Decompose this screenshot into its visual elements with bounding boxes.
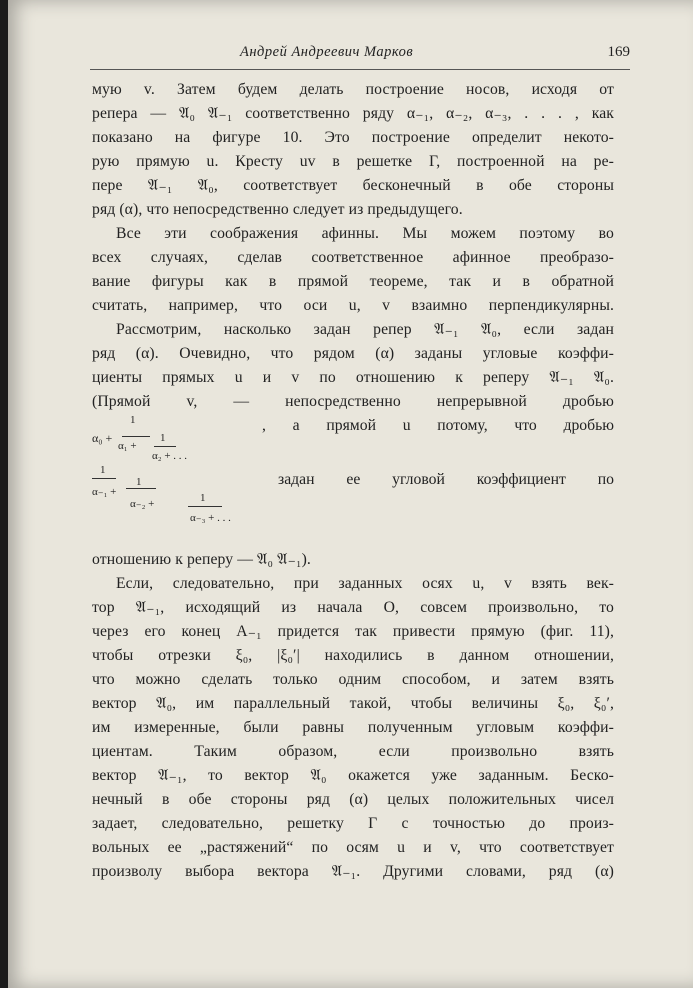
frac-term: α₁ + xyxy=(118,440,137,452)
frac-term: 1 xyxy=(100,464,106,476)
page-number: 169 xyxy=(607,44,630,60)
text-line: задан ее угловой коэффициент по xyxy=(278,471,614,488)
text-line: произволу выбора вектора 𝔄₋₁. Другими словами, ряд (α) xyxy=(92,863,614,880)
text-line: (Прямой v, — непосредственно непрерывной дробью xyxy=(92,393,614,410)
running-header xyxy=(90,44,630,68)
frac-term: α₋₁ + xyxy=(92,486,117,498)
text-line: вектор 𝔄₀, им параллельный такой, чтобы величины ξ₀, ξ₀′, xyxy=(92,695,614,712)
fraction-bar xyxy=(188,506,222,507)
fraction-bar xyxy=(122,436,150,437)
text-line: ряд (α), что непосредственно следует из предыдущего. xyxy=(92,201,463,218)
text-line: репера — 𝔄₀ 𝔄₋₁ соответственно ряду α₋₁, α₋₂, α₋₃, . . . , как xyxy=(92,105,614,122)
header-rule xyxy=(90,69,630,70)
text-line: что можно сделать только одним способом, и затем взять xyxy=(92,671,614,688)
frac-term: 1 xyxy=(130,414,136,426)
text-line: пере 𝔄₋₁ 𝔄₀, соответствует бесконечный в обе стороны xyxy=(92,177,614,194)
text-line: Если, следовательно, при заданных осях u, v взять век- xyxy=(116,575,614,592)
text-line: считать, например, что оси u, v взаимно перпендикулярны. xyxy=(92,297,614,314)
text-line: циентам. Таким образом, если произвольно взять xyxy=(92,743,614,760)
fraction-bar xyxy=(154,446,176,447)
text-line: ряд (α). Очевидно, что рядом (α) заданы угловые коэффи- xyxy=(92,345,614,362)
text-line: задает, следовательно, решетку Γ с точностью до произ- xyxy=(92,815,614,832)
text-line: показано на фигуре 10. Это построение определит некото- xyxy=(92,129,614,146)
text-line: вектор 𝔄₋₁, то вектор 𝔄₀ окажется уже заданным. Беско- xyxy=(92,767,614,784)
text-line: Все эти соображения афинны. Мы можем поэтому во xyxy=(116,225,614,242)
frac-term: 1 xyxy=(136,476,142,488)
frac-term: α₂ + . . . xyxy=(152,450,188,462)
text-line: циенты прямых u и v по отношению к реперу 𝔄₋₁ 𝔄₀. xyxy=(92,369,614,386)
text-line: отношению к реперу — 𝔄₀ 𝔄₋₁). xyxy=(92,551,311,568)
running-title: Андрей Андреевич Марков xyxy=(240,44,414,60)
text-line: , а прямой u потому, что дробью xyxy=(262,417,614,434)
text-line: рую прямую u. Кресту uv в решетке Γ, построенной на ре- xyxy=(92,153,614,170)
text-line: нечный в обе стороны ряд (α) целых положительных чисел xyxy=(92,791,614,808)
continued-fraction-2 xyxy=(92,462,282,532)
text-line: вольных ее „растяжений“ по осям u и v, что соответствует xyxy=(92,839,614,856)
frac-term: 1 xyxy=(160,432,166,444)
text-line: им измеренные, были равны полученным угловым коэффи- xyxy=(92,719,614,736)
text-line: Рассмотрим, насколько задан репер 𝔄₋₁ 𝔄₀, если задан xyxy=(116,321,614,338)
frac-term: α₋₂ + xyxy=(130,498,155,510)
fraction-bar xyxy=(126,488,156,489)
frac-term: α₋₃ + . . . xyxy=(190,512,231,524)
book-page xyxy=(8,0,693,988)
text-line: мую v. Затем будем делать построение носов, исходя от xyxy=(92,81,614,98)
text-line: вание фигуры как в прямой теореме, так и в обратной xyxy=(92,273,614,290)
fraction-bar xyxy=(92,478,116,479)
frac-term: α₀ + xyxy=(92,431,113,445)
text-line: через его конец A₋₁ придется так привести прямую (фиг. 11), xyxy=(92,623,614,640)
text-line: чтобы отрезки ξ₀, |ξ₀′| находились в данном отношении, xyxy=(92,647,614,664)
frac-term: 1 xyxy=(200,492,206,504)
text-line: всех случаях, сделав соответственное афинное преобразо- xyxy=(92,249,614,266)
text-line: тор 𝔄₋₁, исходящий из начала O, совсем произвольно, то xyxy=(92,599,614,616)
